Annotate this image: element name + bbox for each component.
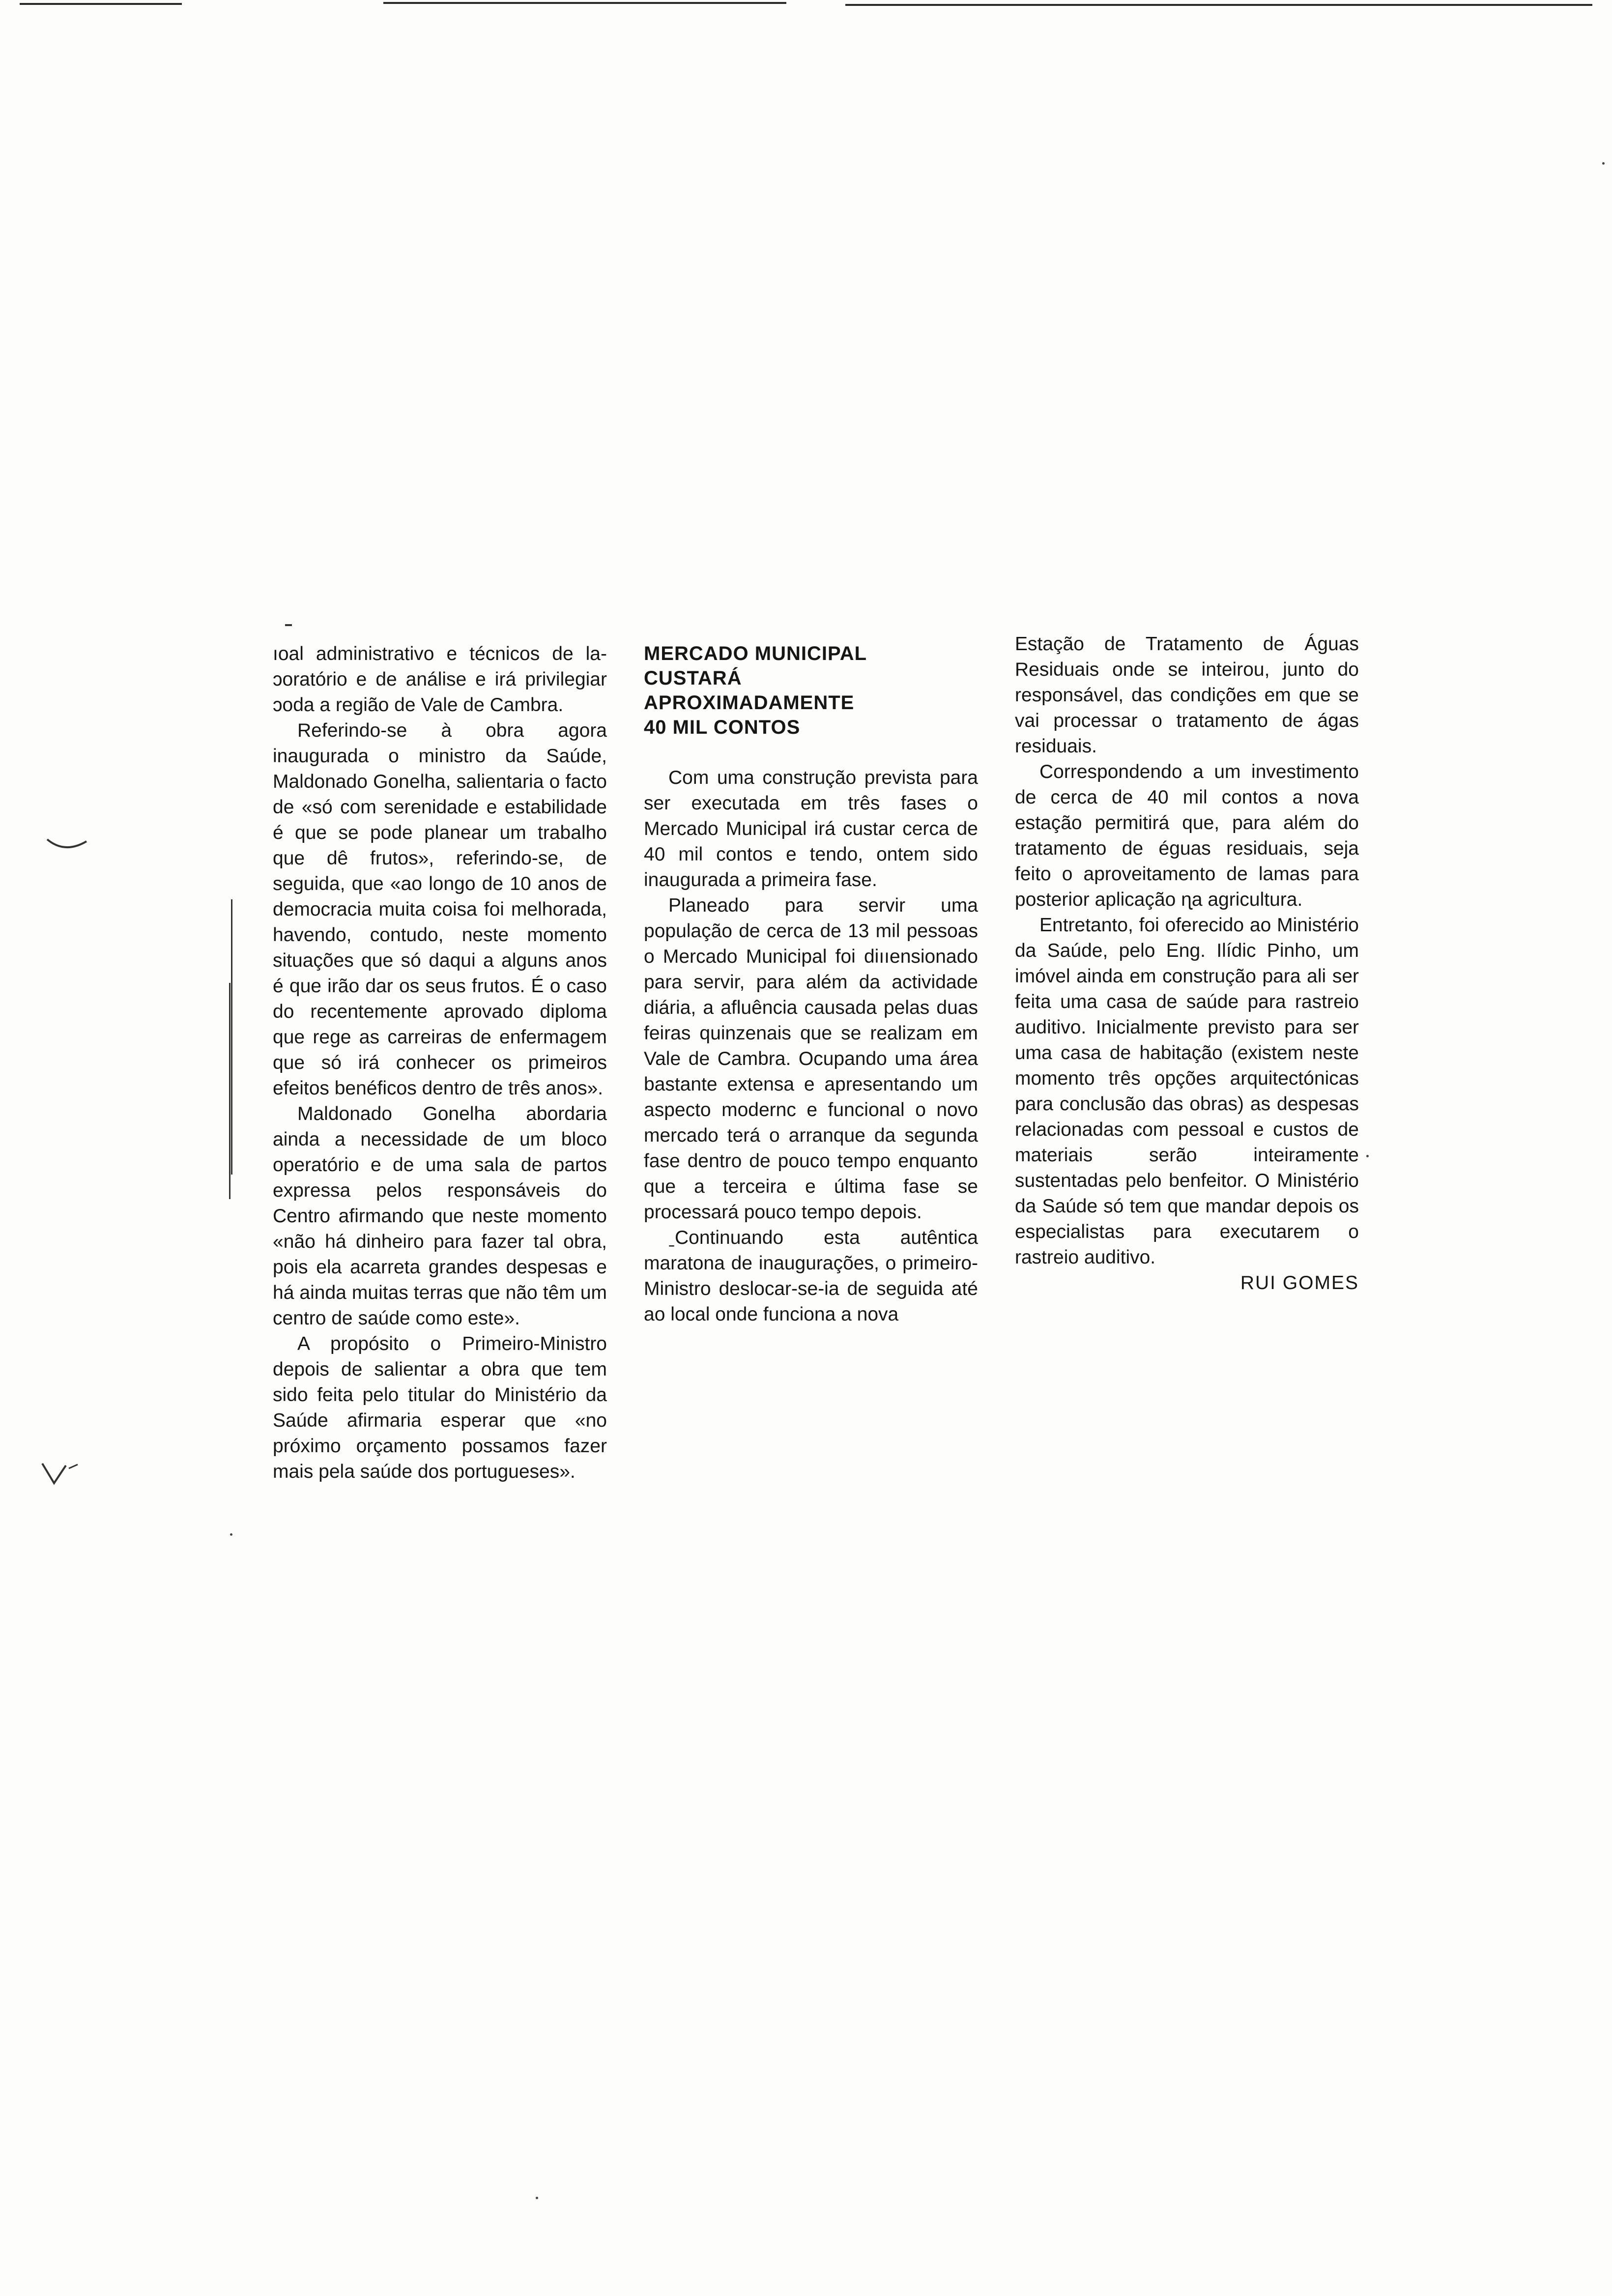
paragraph: ˍContinuando esta autêntica maratona de inaugurações, o primeiro-Ministro deslocar-se-ia de seguida até ao local onde funciona a nova	[644, 1227, 978, 1325]
headline-line: APROXIMADAMENTE	[644, 692, 855, 714]
margin-check-mark	[39, 1460, 84, 1489]
paragraph: Estação de Tratamento de Águas Residuais onde se inteirou, junto do responsável, das condições em que se vai processar o tratamento de ágas residuais.	[1015, 633, 1359, 757]
paragraph: ıoal administrativo e técnicos de laɔoratório e de análise e irá privilegiar ɔoda a região de Vale de Cambra.	[273, 643, 607, 716]
scan-dot	[1366, 1155, 1369, 1157]
tick-mark	[285, 624, 292, 626]
paragraph: Correspondendo a um investimento de cerca de 40 mil contos a nova estação permitirá que, para além do tratamento de éguas residuais, seja feito o aproveitamento de lamas para posterior aplicação ɳa agricultura.	[1015, 761, 1359, 910]
headline-line: 40 MIL CONTOS	[644, 717, 801, 738]
article-column-3	[1015, 631, 1359, 1296]
article-column-1	[273, 641, 607, 1485]
scan-dot	[1602, 162, 1605, 165]
top-rule-left	[20, 3, 182, 5]
paragraph: Entretanto, foi oferecido ao Ministério da Saúde, pelo Eng. Ilídic Pinho, um imóvel ainda em construção para ali ser feita uma casa de saúde para rastreio auditivo. Inicialmente previsto para ser uma casa de habitação (existem neste momento três opções arquitectónicas para conclusão das obras) as despesas relacionadas com pessoal e custos de materiais serão inteiramente sustentadas pelo benfeitor. O Ministério da Saúde só tem que mandar depois os especialistas para executarem o rastreio auditivo.	[1015, 915, 1359, 1268]
paragraph: Maldonado Gonelha abordaria ainda a necessidade de um bloco operatório e de uma sala de partos expressa pelos responsáveis do Centro afirmando que neste momento «não há dinheiro para fazer tal obra, pois ela acarreta grandes despesas e há ainda muitas terras que não têm um centro de saúde como este».	[273, 1103, 607, 1329]
paragraph: A propósito o Primeiro-Ministro depois de salientar a obra que tem sido feita pelo titular do Ministério da Saúde afirmaria esperar que «no próximo orçamento possamos fazer mais pela saúde dos portugueses».	[273, 1333, 607, 1482]
top-rule-middle	[383, 2, 786, 4]
byline: RUI GOMES	[1240, 1272, 1359, 1293]
article-column-2	[644, 641, 978, 1327]
top-rule-right	[845, 4, 1592, 6]
margin-vertical-rule-2	[229, 983, 230, 1199]
paragraph: Referindo-se à obra agora inaugurada o ministro da Saúde, Maldonado Gonelha, salientaria o facto de «só com serenidade e estabilidade é que se pode planear um trabalho que dê frutos», referindo-se, de seguida, que «ao longo de 10 anos de democracia muita coisa foi melhorada, havendo, contudo, neste momento situações que só daqui a alguns anos é que irão dar os seus frutos. É o caso do recentemente aprovado diploma que rege as carreiras de enfermagem que só irá conhecer os primeiros efeitos benéficos dentro de três anos».	[273, 720, 607, 1099]
scan-dot	[230, 1533, 232, 1536]
margin-curve-mark	[45, 835, 89, 855]
paragraph: Com uma construção prevista para ser executada em três fases o Mercado Municipal irá custar cerca de 40 mil contos e tendo, ontem sido inaugurada a primeira fase.	[644, 767, 978, 890]
paragraph: Planeado para servir uma população de cerca de 13 mil pessoas o Mercado Municipal foi diııensionado para servir, para além da actividade diária, a afluência causada pelas duas feiras quinzenais que se realizam em Vale de Cambra. Ocupando uma área bastante extensa e apresentando um aspecto modernc e funcional o novo mercado terá o arranque da segunda fase dentro de pouco tempo enquanto que a terceira e última fase se processará pouco tempo depois.	[644, 895, 978, 1223]
headline-line: CUSTARÁ	[644, 667, 742, 689]
scan-dot	[536, 2197, 538, 2199]
section-headline	[644, 641, 978, 740]
headline-line: MERCADO MUNICIPAL	[644, 643, 867, 664]
margin-vertical-rule-1	[231, 899, 232, 1175]
